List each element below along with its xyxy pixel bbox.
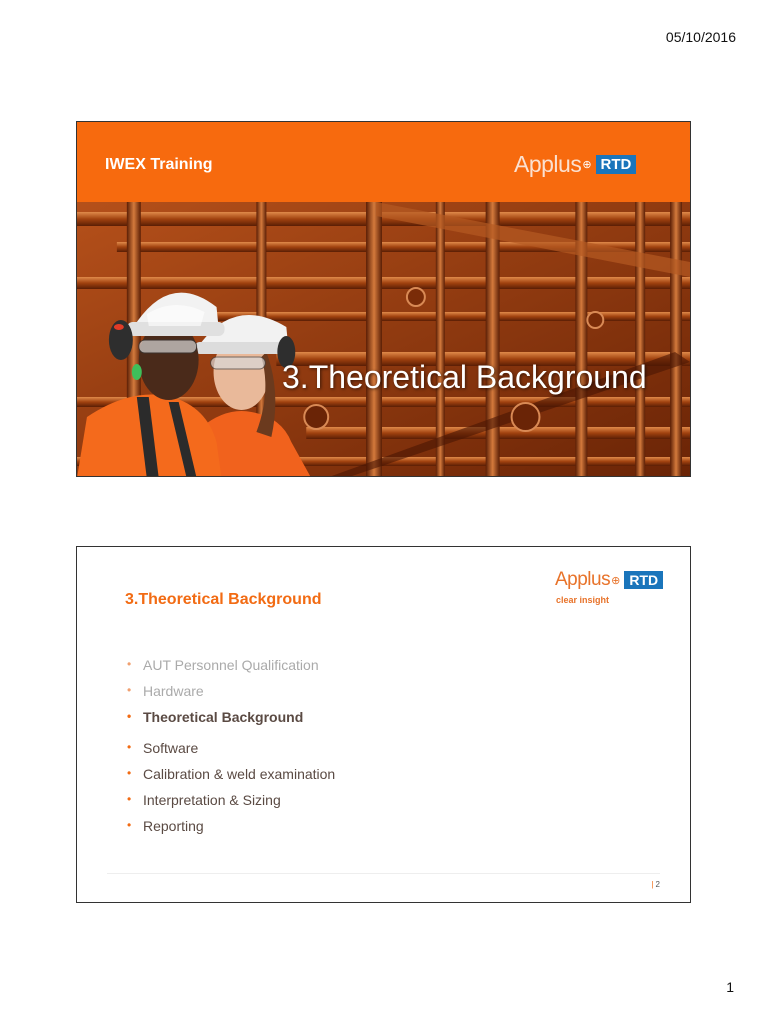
list-item [127, 818, 335, 844]
list-item-current [127, 709, 335, 735]
header-title: IWEX Training [105, 156, 213, 173]
applus-rtd-logo [555, 569, 663, 591]
logo-rtd-badge: RTD [596, 155, 637, 174]
logo-brand: Applus [514, 151, 582, 177]
bullet-icon: • [127, 683, 132, 697]
logo-tagline: clear insight [556, 595, 610, 605]
agenda-list [127, 657, 335, 844]
applus-rtd-logo [514, 151, 636, 178]
list-item [127, 792, 335, 818]
list-item-text: Reporting [143, 818, 204, 834]
slide-header-bar [77, 122, 690, 202]
logo-brand: Applus [555, 569, 611, 590]
title-slide [76, 121, 691, 477]
logo-rtd-badge: RTD [624, 571, 663, 589]
slide-title: 3.Theoretical Background [125, 591, 322, 608]
list-item [127, 766, 335, 792]
list-item-text: Calibration & weld examination [143, 766, 336, 782]
slide-page-number: | 2 [651, 880, 660, 889]
bullet-icon: • [127, 657, 132, 671]
bullet-icon: • [127, 792, 132, 806]
footer-divider [107, 873, 660, 874]
list-item [127, 683, 335, 709]
list-item-text: Theoretical Background [143, 709, 304, 725]
bullet-icon: • [127, 709, 132, 723]
workers-pipes-photo [77, 202, 690, 477]
slide-page-label: 2 [655, 880, 660, 889]
logo-plus-icon: ⊕ [582, 159, 592, 171]
list-item-text: Software [143, 740, 199, 756]
page-number: 1 [726, 979, 734, 995]
bullet-icon: • [127, 740, 132, 754]
slide-big-title: 3.Theoretical Background [282, 359, 647, 395]
logo-plus-icon: ⊕ [611, 574, 621, 587]
document-date: 05/10/2016 [665, 29, 736, 45]
list-item-text: Interpretation & Sizing [143, 792, 281, 808]
bullet-icon: • [127, 766, 132, 780]
list-item [127, 657, 335, 683]
list-item [127, 740, 335, 766]
list-item-text: AUT Personnel Qualification [143, 657, 319, 673]
bullet-icon: • [127, 818, 132, 832]
list-item-text: Hardware [143, 683, 204, 699]
agenda-slide [76, 546, 691, 903]
